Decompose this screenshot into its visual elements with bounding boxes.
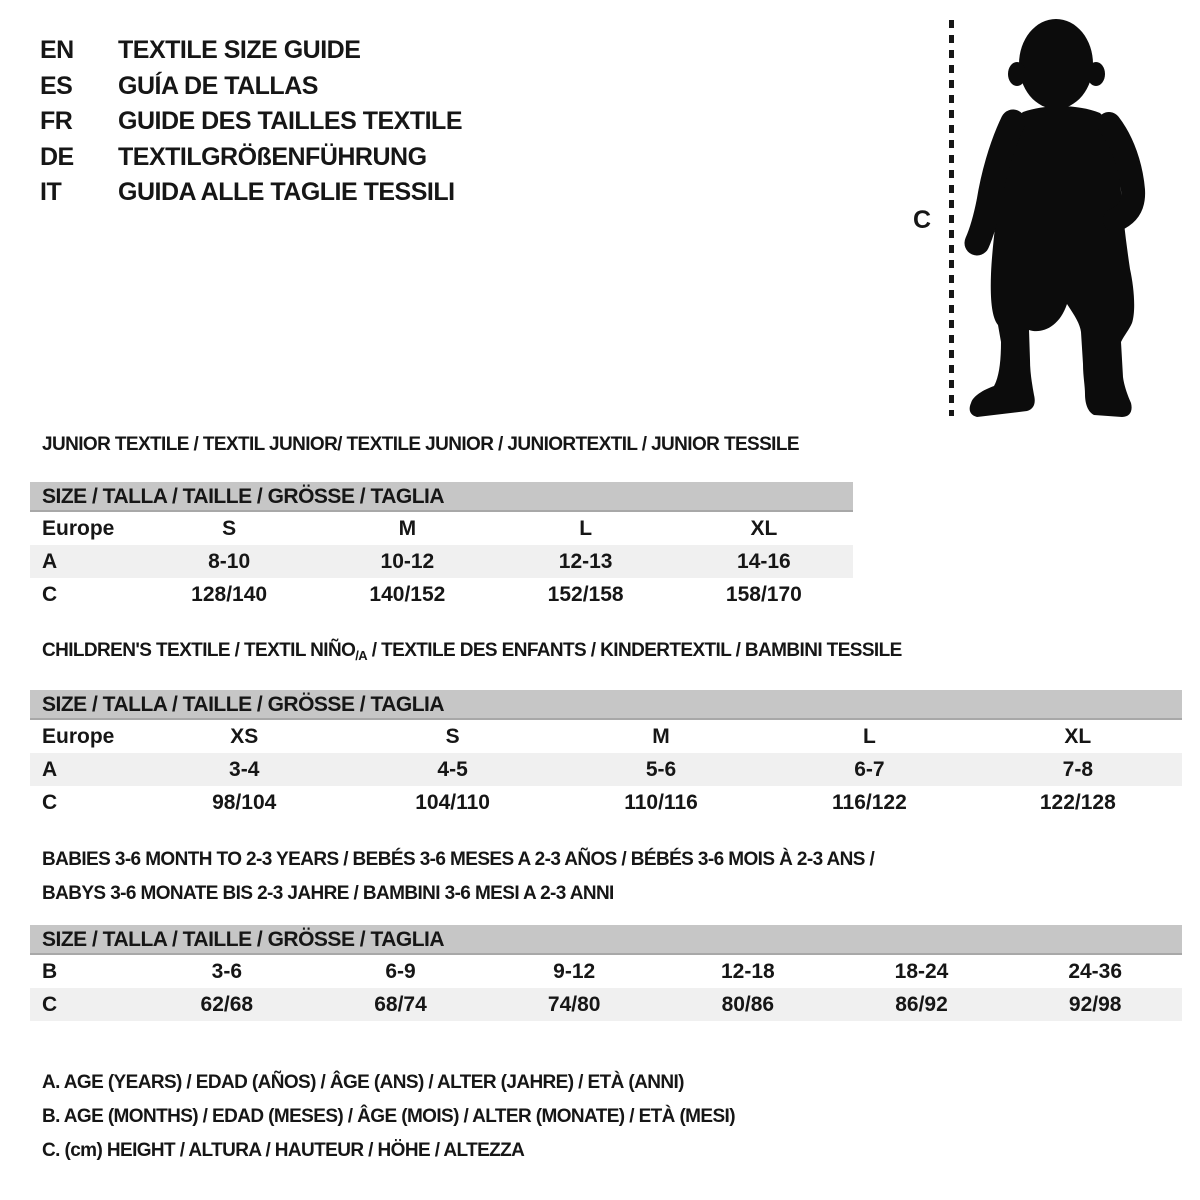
table-cell: XL (750, 517, 778, 540)
table-row (30, 786, 1182, 819)
row-label: Europe (42, 517, 115, 540)
measurement-figure (905, 12, 1180, 427)
table-row (30, 720, 1182, 753)
table-cell: S (222, 517, 237, 540)
table-cell: 122/128 (1039, 791, 1116, 814)
table-cell: 104/110 (415, 791, 490, 814)
language-code: ES (40, 71, 73, 100)
babies-size-table (30, 925, 1182, 1021)
table-cell: 10-12 (380, 550, 435, 573)
language-label: GUÍA DE TALLAS (118, 71, 318, 100)
table-cell: 12-18 (720, 960, 775, 983)
table-cell: 3-4 (229, 758, 260, 781)
children-size-table (30, 690, 1182, 819)
table-cell: 9-12 (553, 960, 596, 983)
row-label: C (42, 993, 58, 1016)
language-label: TEXTILE SIZE GUIDE (118, 36, 361, 64)
measurement-legend (42, 1066, 735, 1168)
table-cell: 158/170 (725, 583, 802, 606)
table-row (30, 512, 853, 545)
children-size-header-bar: SIZE / TALLA / TAILLE / GRÖSSE / TAGLIA (30, 690, 1182, 720)
babies-size-header-bar: SIZE / TALLA / TAILLE / GRÖSSE / TAGLIA (30, 925, 1182, 955)
children-title-subscript: /A (355, 648, 368, 663)
table-cell: 98/104 (212, 791, 277, 814)
table-cell: 140/152 (369, 583, 446, 606)
table-cell: 7-8 (1062, 758, 1093, 781)
table-cell: 6-9 (385, 960, 416, 983)
table-cell: 24-36 (1068, 960, 1123, 983)
table-cell: L (579, 517, 593, 540)
table-cell: M (652, 725, 670, 748)
table-cell: 92/98 (1068, 993, 1122, 1016)
table-cell: 116/122 (832, 791, 907, 814)
row-label: Europe (42, 725, 115, 748)
babies-section-title (42, 843, 874, 911)
children-section-title (42, 640, 902, 663)
children-title-prefix: CHILDREN'S TEXTILE / TEXTIL NIÑO (42, 640, 356, 661)
table-cell: 18-24 (894, 960, 949, 983)
language-code: IT (40, 178, 62, 206)
language-label: GUIDE DES TAILLES TEXTILE (118, 107, 463, 135)
table-row (30, 988, 1182, 1021)
row-label: A (42, 758, 58, 781)
table-row (30, 753, 1182, 786)
language-code: FR (40, 107, 73, 135)
language-code: EN (40, 36, 74, 64)
language-header (40, 33, 462, 211)
toddler-silhouette-icon (963, 12, 1168, 424)
language-row-it (40, 175, 462, 211)
junior-size-table (30, 482, 853, 611)
language-label: GUIDA ALLE TAGLIE TESSILI (118, 178, 455, 206)
table-cell: 6-7 (854, 758, 885, 781)
children-title-suffix: / TEXTILE DES ENFANTS / KINDERTEXTIL / BAMBINI TESSILE (367, 640, 902, 661)
language-code: DE (40, 142, 74, 171)
table-cell: 86/92 (895, 993, 948, 1016)
table-cell: 128/140 (191, 583, 268, 606)
table-row (30, 578, 853, 611)
row-label: C (42, 583, 58, 606)
language-row-en (40, 33, 462, 69)
table-cell: 12-13 (558, 550, 613, 573)
table-cell: L (863, 725, 876, 748)
junior-section-title: JUNIOR TEXTILE / TEXTIL JUNIOR/ TEXTILE JUNIOR / JUNIORTEXTIL / JUNIOR TESSILE (42, 434, 799, 455)
table-row (30, 955, 1182, 988)
table-cell: S (445, 725, 460, 748)
legend-line-b: B. AGE (MONTHS) / EDAD (MESES) / ÂGE (MOIS) / ALTER (MONATE) / ETÀ (MESI) (42, 1106, 735, 1127)
table-cell: 4-5 (437, 758, 468, 781)
row-label: B (42, 960, 58, 983)
babies-title-line1: BABIES 3-6 MONTH TO 2-3 YEARS / BEBÉS 3-6 MESES A 2-3 AÑOS / BÉBÉS 3-6 MOIS À 2-3 ANS / (42, 849, 875, 870)
language-row-es (40, 69, 462, 105)
table-cell: 14-16 (737, 550, 791, 573)
legend-line-c: C. (cm) HEIGHT / ALTURA / HAUTEUR / HÖHE / ALTEZZA (42, 1140, 525, 1161)
row-label: A (42, 550, 58, 573)
table-cell: 3-6 (211, 960, 243, 983)
table-cell: 152/158 (547, 583, 624, 606)
language-row-fr (40, 104, 462, 140)
table-cell: XS (230, 725, 259, 748)
legend-line-a: A. AGE (YEARS) / EDAD (AÑOS) / ÂGE (ANS) / ALTER (JAHRE) / ETÀ (ANNI) (42, 1072, 684, 1093)
babies-title-line2: BABYS 3-6 MONATE BIS 2-3 JAHRE / BAMBINI 3-6 MESI A 2-3 ANNI (42, 883, 614, 904)
table-cell: 74/80 (547, 993, 601, 1016)
language-row-de (40, 140, 462, 176)
table-row (30, 545, 853, 578)
table-cell: 62/68 (200, 993, 254, 1016)
height-dotted-line (949, 20, 954, 416)
junior-size-header-bar: SIZE / TALLA / TAILLE / GRÖSSE / TAGLIA (30, 482, 853, 512)
table-cell: 5-6 (645, 758, 677, 781)
table-cell: XL (1064, 725, 1092, 748)
table-cell: 110/116 (624, 791, 698, 814)
table-cell: 68/74 (374, 993, 427, 1016)
height-marker-label: C (913, 206, 932, 234)
table-cell: 80/86 (721, 993, 775, 1016)
row-label: C (42, 791, 58, 814)
table-cell: M (398, 517, 417, 540)
language-label: TEXTILGRÖßENFÜHRUNG (118, 142, 427, 171)
table-cell: 8-10 (208, 550, 251, 573)
